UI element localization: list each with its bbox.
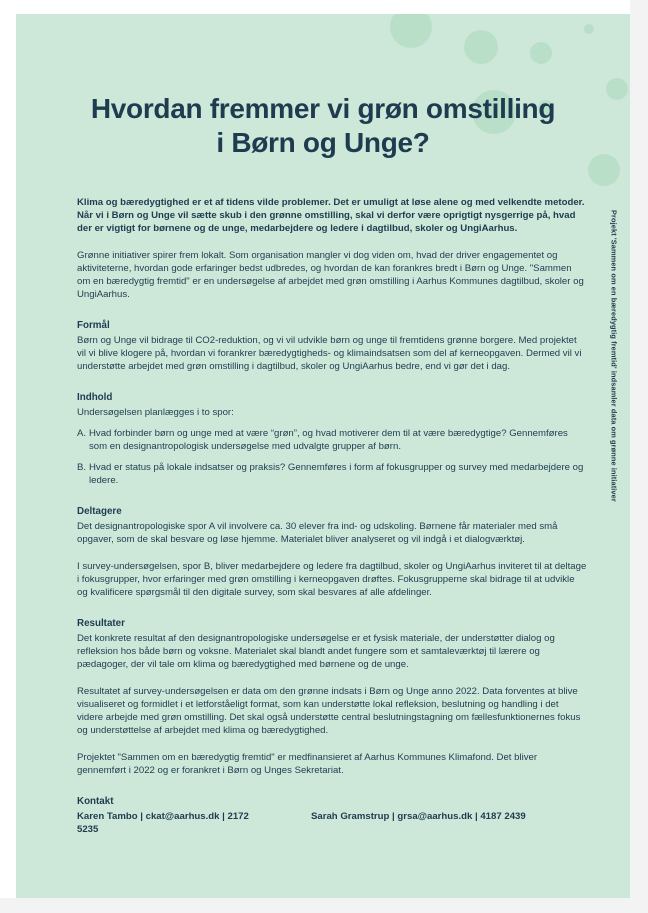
section-heading-deltagere: Deltagere (77, 506, 122, 517)
list-marker: A. (77, 428, 87, 439)
list-item-text: Hvad forbinder børn og unge med at være “grøn”, og hvad motiverer dem til at være bæredygtige? Gennemføres som en designantropologisk undersøgelse med udvalgte grupper af børn. (89, 428, 568, 452)
spor-list (77, 427, 587, 487)
decorative-bubble (584, 24, 594, 34)
paragraph: Grønne initiativer spirer frem lokalt. Som organisation mangler vi dog viden om, hvad der driver engagementet og aktiviteterne, hvordan gode erfaringer bedst udbredes, og hvordan de kan forankres bredt i Børn og Unge. "Sammen om en bæredygtig fremtid" er en undersøgelse af arbejdet med grøn omstilling i Aarhus Kommunes dagtilbud, skoler og UngiAarhus. (77, 250, 584, 300)
list-item-text: Hvad er status på lokale indsatser og praksis? Gennemføres i form af fokusgrupper og survey med medarbejdere og ledere. (89, 462, 584, 486)
contact-karen: Karen Tambo | ckat@aarhus.dk | 2172 5235 (77, 811, 249, 835)
section-heading-indhold: Indhold (77, 392, 113, 403)
poster-page (16, 14, 630, 898)
decorative-bubble (530, 42, 552, 64)
contact-sarah: Sarah Gramstrup | grsa@aarhus.dk | 4187 2439 (311, 811, 526, 822)
body-content (77, 196, 587, 836)
list-item (77, 427, 587, 453)
decorative-bubble (464, 30, 498, 64)
side-caption (606, 210, 622, 590)
scan-border-bottom (0, 898, 648, 913)
section-heading-formaal: Formål (77, 320, 110, 331)
title-line-1: Hvordan fremmer vi grøn omstilling (90, 93, 556, 124)
paragraph: Resultatet af survey-undersøgelsen er data om den grønne indsats i Børn og Unge anno 2022. Data forventes at blive visualiseret og formidlet i et letforståeligt format, som kan understøtte lokal refleksion, beslutning og handling i det videre arbejde med grøn omstilling. Det skal også understøtte central beslutningstagning om fællesfunktionernes fokus og understøttelse af arbejdet med klima og bæredygtighed. (77, 686, 581, 736)
paragraph: Undersøgelsen planlægges i to spor: (77, 407, 234, 418)
intro-paragraph: Klima og bæredygtighed er et af tidens vilde problemer. Det er umuligt at løse alene og med velkendte metoder. Når vi i Børn og Unge vil sætte skub i den grønne omstilling, skal vi derfor være oprigtigt nysgerrige på, hvad der er vigtigt for børnene og de unge, medarbejdere og ledere i dagtilbud, skoler og UngiAarhus. (77, 197, 585, 234)
title-line-2: i Børn og Unge? (216, 127, 430, 158)
paragraph: Projektet "Sammen om en bæredygtig fremtid" er medfinansieret af Aarhus Kommunes Klimafond. Det bliver gennemført i 2022 og er forankret i Børn og Unges Sekretariat. (77, 752, 538, 776)
contact-row (77, 810, 587, 836)
section-heading-resultater: Resultater (77, 618, 125, 629)
paragraph: I survey-undersøgelsen, spor B, bliver medarbejdere og ledere fra dagtilbud, skoler og UngiAarhus inviteret til at deltage i fokusgrupper, hvor erfaringer med grøn omstilling i kerneopgaven drøftes. Fokusgrupperne skal bidrage til at udvikle og kvalificere spørgsmål til den digitale survey, som skal besvares af alle afdelinger. (77, 561, 587, 598)
vertical-caption: Projekt 'Sammen om en bæredygtig fremtid' indsamler data om grønne initiativer (609, 210, 619, 502)
paragraph: Det designantropologiske spor A vil involvere ca. 30 elever fra ind- og udskoling. Børnene får materialer med små opgaver, som de skal besvare og løse hjemme. Materialet bliver analyseret og vil indgå i et dialogværktøj. (77, 521, 558, 545)
decorative-bubble (390, 14, 432, 48)
section-heading-kontakt: Kontakt (77, 796, 114, 807)
paragraph: Det konkrete resultat af den designantropologiske undersøgelse er et fysisk materiale, der understøtter dialog og refleksion hos både børn og voksne. Materialet skal blandt andet fungere som et samtaleværktøj til lærere og pædagoger, der vil tale om klima og bæredygtighed med børnene og de unge. (77, 633, 555, 670)
paragraph: Børn og Unge vil bidrage til CO2-reduktion, og vi vil udvikle børn og unge til fremtidens grønne borgere. Med projektet vil vi blive klogere på, hvordan vi forankrer bæredygtigheds- og klimaindsatsen som del af kerneopgaven. Dermed vil vi understøtte arbejdet med grøn omstilling i dagtilbud, skoler og UngiAarhus bedre, end vi gør det i dag. (77, 335, 582, 372)
page-title (16, 92, 630, 160)
list-marker: B. (77, 462, 87, 473)
list-item (77, 461, 587, 487)
scan-border-right (630, 0, 648, 913)
